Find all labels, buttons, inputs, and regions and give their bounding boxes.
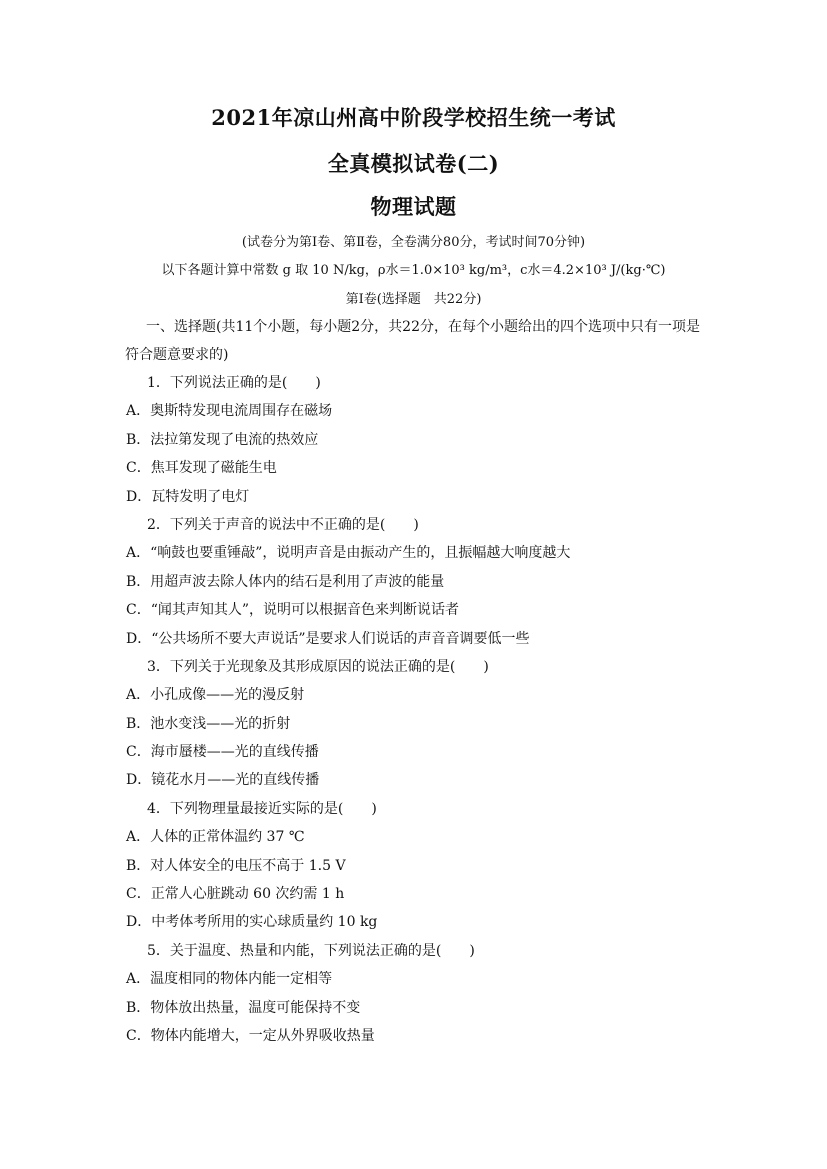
answer-option: B．物体放出热量，温度可能保持不变 [126, 999, 361, 1016]
answer-paren-close: ) [371, 800, 377, 817]
answer-option: C．焦耳发现了磁能生电 [126, 460, 277, 477]
answer-option: B．法拉第发现了电流的热效应 [126, 431, 319, 448]
answer-option: A．“响鼓也要重锤敲”，说明声音是由振动产生的，且振幅越大响度越大 [126, 545, 571, 562]
answer-option: B．池水变浅——光的折射 [126, 715, 291, 732]
question-stem-text: 1．下列说法正确的是( [147, 375, 288, 391]
answer-option: D．中考体考所用的实心球质量约 10 kg [126, 914, 378, 931]
answer-option: A．奥斯特发现电流周围存在磁场 [126, 403, 333, 420]
answer-paren-close: ) [315, 375, 321, 391]
answer-paren-close: ) [483, 658, 489, 675]
exam-note: (试卷分为第Ⅰ卷、第Ⅱ卷，全卷满分80分，考试时间70分钟) [241, 235, 586, 250]
answer-option: C．物体内能增大，一定从外界吸收热量 [126, 1027, 375, 1044]
answer-option: C．海市蜃楼——光的直线传播 [126, 744, 319, 761]
question-stem [147, 653, 707, 681]
answer-option: D．镜花水月——光的直线传播 [126, 772, 320, 789]
answer-option: A．小孔成像——光的漫反射 [126, 687, 305, 704]
question-stem-text: 2．下列关于声音的说法中不正确的是( [147, 516, 386, 533]
section-intro: 一、选择题(共11个小题，每小题2分，共22分，在每个小题给出的四个选项中只有一项是符合题意要求的) [125, 319, 700, 363]
constants-line: 以下各题计算中常数 g 取 10 N/kg，ρ水＝1.0×10³ kg/m³，c水＝4.2×10³ J/(kg·℃) [161, 263, 666, 278]
question-stem [147, 369, 707, 397]
answer-option: D．瓦特发明了电灯 [126, 488, 250, 505]
answer-paren-close: ) [469, 942, 475, 959]
answer-option: B．用超声波去除人体内的结石是利用了声波的能量 [126, 573, 445, 590]
subject-title: 物理试题 [370, 194, 457, 219]
question-stem-text: 4．下列物理量最接近实际的是( [147, 800, 344, 817]
answer-option: A．人体的正常体温约 37 ℃ [126, 829, 305, 846]
answer-option: B．对人体安全的电压不高于 1.5 V [126, 857, 346, 874]
exam-subtitle: 全真模拟试卷(二) [327, 151, 500, 176]
part-title: 第Ⅰ卷(选择题 共22分) [345, 292, 482, 307]
question-stem [147, 937, 707, 965]
question-stem [147, 511, 707, 539]
question-stem-text: 3．下列关于光现象及其形成原因的说法正确的是( [147, 658, 456, 675]
question-list [126, 369, 707, 1050]
question-stem [147, 795, 707, 823]
exam-title: 2021年凉山州高中阶段学校招生统一考试 [211, 105, 616, 130]
answer-option: A．温度相同的物体内能一定相等 [126, 971, 333, 988]
answer-paren-close: ) [413, 516, 419, 533]
answer-option: D．“公共场所不要大声说话”是要求人们说话的声音音调要低一些 [126, 630, 530, 647]
answer-option: C．正常人心脏跳动 60 次约需 1 h [126, 886, 345, 903]
question-stem-text: 5．关于温度、热量和内能，下列说法正确的是( [147, 942, 442, 959]
answer-option: C．“闻其声知其人”，说明可以根据音色来判断说话者 [126, 602, 460, 619]
